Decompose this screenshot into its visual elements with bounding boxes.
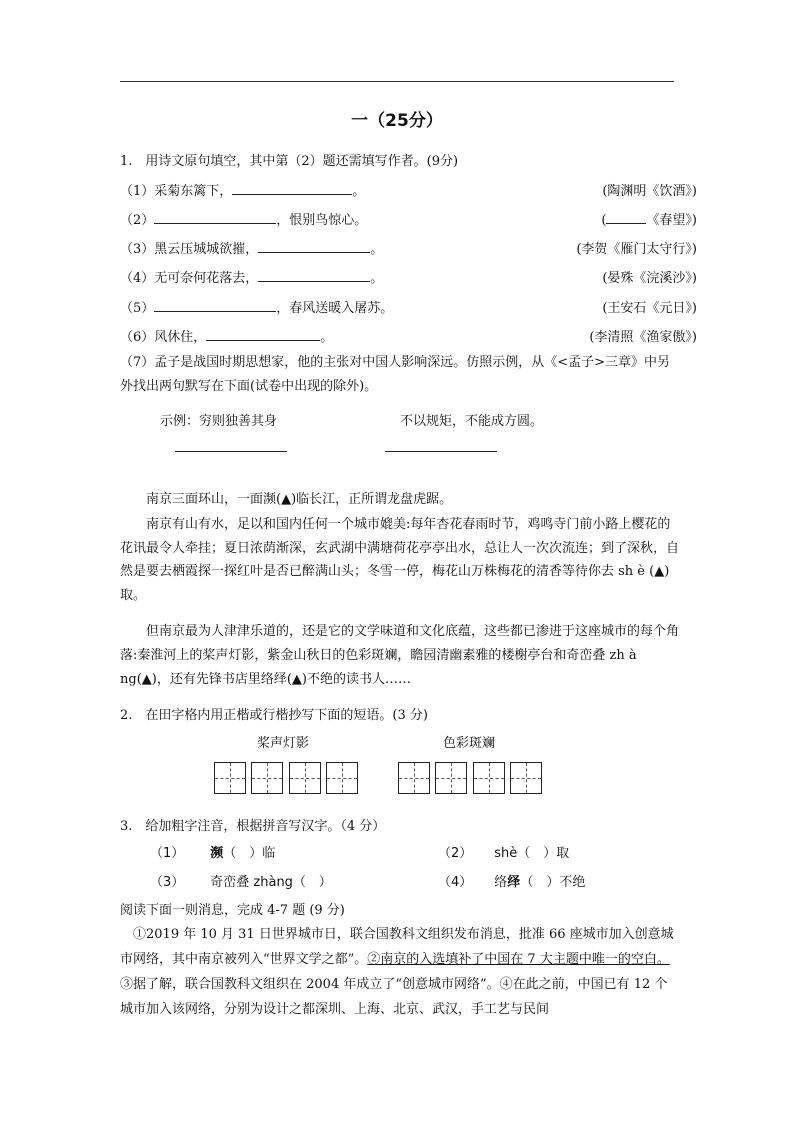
q1-source-2	[601, 209, 697, 228]
tianzige-cell[interactable]	[214, 762, 246, 794]
answer-blank[interactable]	[232, 182, 352, 195]
section-title: 一（25分）	[351, 111, 443, 131]
tianzige-cell[interactable]	[251, 762, 283, 794]
q1-prompt: 1. 用诗文原句填空，其中第（2）题还需填写作者。(9分)	[120, 154, 459, 169]
tianzige-cell[interactable]	[398, 762, 430, 794]
example-right: 不以规矩，不能成方圆。	[400, 414, 544, 429]
item-text: 奇峦叠 zhàng（ ）	[210, 875, 332, 890]
q1-source-5: (王安石《元日》)	[602, 301, 697, 316]
source-prefix: (	[601, 213, 607, 228]
item-text: 。	[370, 271, 384, 286]
pinyin: shè	[494, 846, 518, 861]
item-num: （6）	[120, 330, 155, 345]
sentence-2-underlined: ②南京的入选填补了中国在 7 大主题中唯一的空白。	[367, 952, 670, 967]
item-text: 黑云压城城欲摧，	[154, 242, 259, 257]
q1-source-6: (李清照《渔家傲》)	[589, 330, 697, 345]
item-text: 。	[320, 330, 334, 345]
reading-passage	[120, 922, 680, 1022]
sentence-3: ③据了解，联合国教科文组织在 2004 年成立了“创意城市网络”。④在此之前，中国已有 12 个城市加入该网络，分别为设计之都深圳、上海、北京、武汉，手工艺与民间	[120, 977, 668, 1017]
q1-source-3: (李贺《雁门太守行》)	[576, 242, 697, 257]
bold-char: 绎	[507, 875, 521, 890]
item-num: （3）	[120, 242, 155, 257]
tianzige-cell[interactable]	[510, 762, 542, 794]
tianzige-cell[interactable]	[326, 762, 358, 794]
tianzige-cell[interactable]	[435, 762, 467, 794]
answer-blank[interactable]	[258, 269, 370, 282]
q3-item-2	[438, 842, 569, 861]
item-text: 无可奈何花落去，	[154, 271, 259, 286]
item-num: （2）	[120, 213, 155, 228]
item-text: 络	[494, 875, 508, 890]
q2-prompt: 2. 在田字格内用正楷或行楷抄写下面的短语。(3 分)	[120, 708, 428, 723]
q1-item-3	[120, 238, 383, 257]
tianzige-cell[interactable]	[473, 762, 505, 794]
item-text: （ ）取	[517, 846, 570, 861]
answer-blank[interactable]	[206, 328, 320, 341]
item-text: 风休住，	[154, 330, 207, 345]
q1-item-2	[120, 209, 367, 228]
item-num: （5）	[120, 301, 155, 316]
bold-char: 濒	[210, 846, 224, 861]
q3-item-4	[438, 871, 585, 890]
answer-blank-right[interactable]	[385, 451, 497, 452]
q3-prompt: 3. 给加粗字注音，根据拼音写汉字。（4 分）	[120, 819, 386, 834]
answer-blank[interactable]	[258, 240, 370, 253]
q2-phrase-1: 桨声灯影	[257, 736, 310, 751]
example-label: 示例：穷则独善其身	[160, 414, 278, 429]
answer-blank[interactable]	[154, 211, 276, 224]
item-num: （1）	[120, 184, 155, 199]
tianzige-cell[interactable]	[289, 762, 321, 794]
item-num: （1）	[150, 846, 185, 861]
q3-item-3	[150, 871, 332, 890]
q3-item-1	[150, 842, 275, 861]
source-suffix: 《春望》)	[646, 213, 697, 228]
item-text: 。	[370, 242, 384, 257]
item-num: （3）	[150, 875, 185, 890]
reading-prompt: 阅读下面一则消息，完成 4-7 题 (9 分)	[120, 903, 345, 918]
q1-item-4	[120, 267, 383, 286]
q1-source-1: (陶渊明《饮酒》)	[602, 184, 697, 199]
item-text: 。	[352, 184, 366, 199]
item-num: （4）	[120, 271, 155, 286]
q2-phrase-2: 色彩斑斓	[443, 736, 496, 751]
item-num: （4）	[438, 875, 473, 890]
item-text: 采菊东篱下，	[154, 184, 233, 199]
passage-p1: 南京三面环山，一面濒(▲)临长江，正所谓龙盘虎踞。	[146, 492, 453, 507]
q1-item-6	[120, 326, 333, 345]
item-text: ，恨别鸟惊心。	[276, 213, 368, 228]
item-num: （2）	[438, 846, 473, 861]
item-text: ，春风送暖入屠苏。	[276, 301, 394, 316]
q1-item-7: （7）孟子是战国时期思想家，他的主张对中国人影响深远。仿照示例，从《<孟子>三章》中另外找出两句默写在下面(试卷中出现的除外)。	[120, 355, 671, 394]
author-blank[interactable]	[606, 211, 646, 224]
top-rule	[120, 81, 674, 82]
passage-p3: 但南京最为人津津乐道的，还是它的文学味道和文化底蕴，这些都已渗进于这座城市的每个角落:秦淮河上的桨声灯影，紫金山秋日的色彩斑斓，瞻园清幽素雅的楼榭亭台和奇峦叠 zh à ng(▲)，还有先锋书店里络绎(▲)不绝的读书人……	[120, 624, 680, 687]
passage-p2: 南京有山有水，足以和国内任何一个城市媲美:每年杏花春雨时节，鸡鸣寺门前小路上樱花的花讯最令人牵挂；夏日浓荫渐深，玄武湖中满塘荷花亭亭出水，总让人一次次流连；到了深秋，自然是要去栖霞探一探红叶是否已醉满山头；冬雪一停，梅花山万株梅花的清香等待你去 sh è (▲)取。	[120, 517, 680, 603]
q1-item-1	[120, 180, 365, 199]
answer-blank-left[interactable]	[175, 451, 287, 452]
q1-source-4: (晏殊《浣溪沙》)	[602, 271, 697, 286]
item-text: （ ）临	[223, 846, 276, 861]
q1-item-5	[120, 297, 393, 316]
item-text: （ ）不绝	[520, 875, 586, 890]
sentence-1: ①2019 年 10 月 31 日世界城市日，联合国教科文组织发布消息，批准 66 座城市加入创意城市网络，其中南京被列入“世界文学之都”。	[120, 927, 674, 967]
answer-blank[interactable]	[154, 299, 276, 312]
